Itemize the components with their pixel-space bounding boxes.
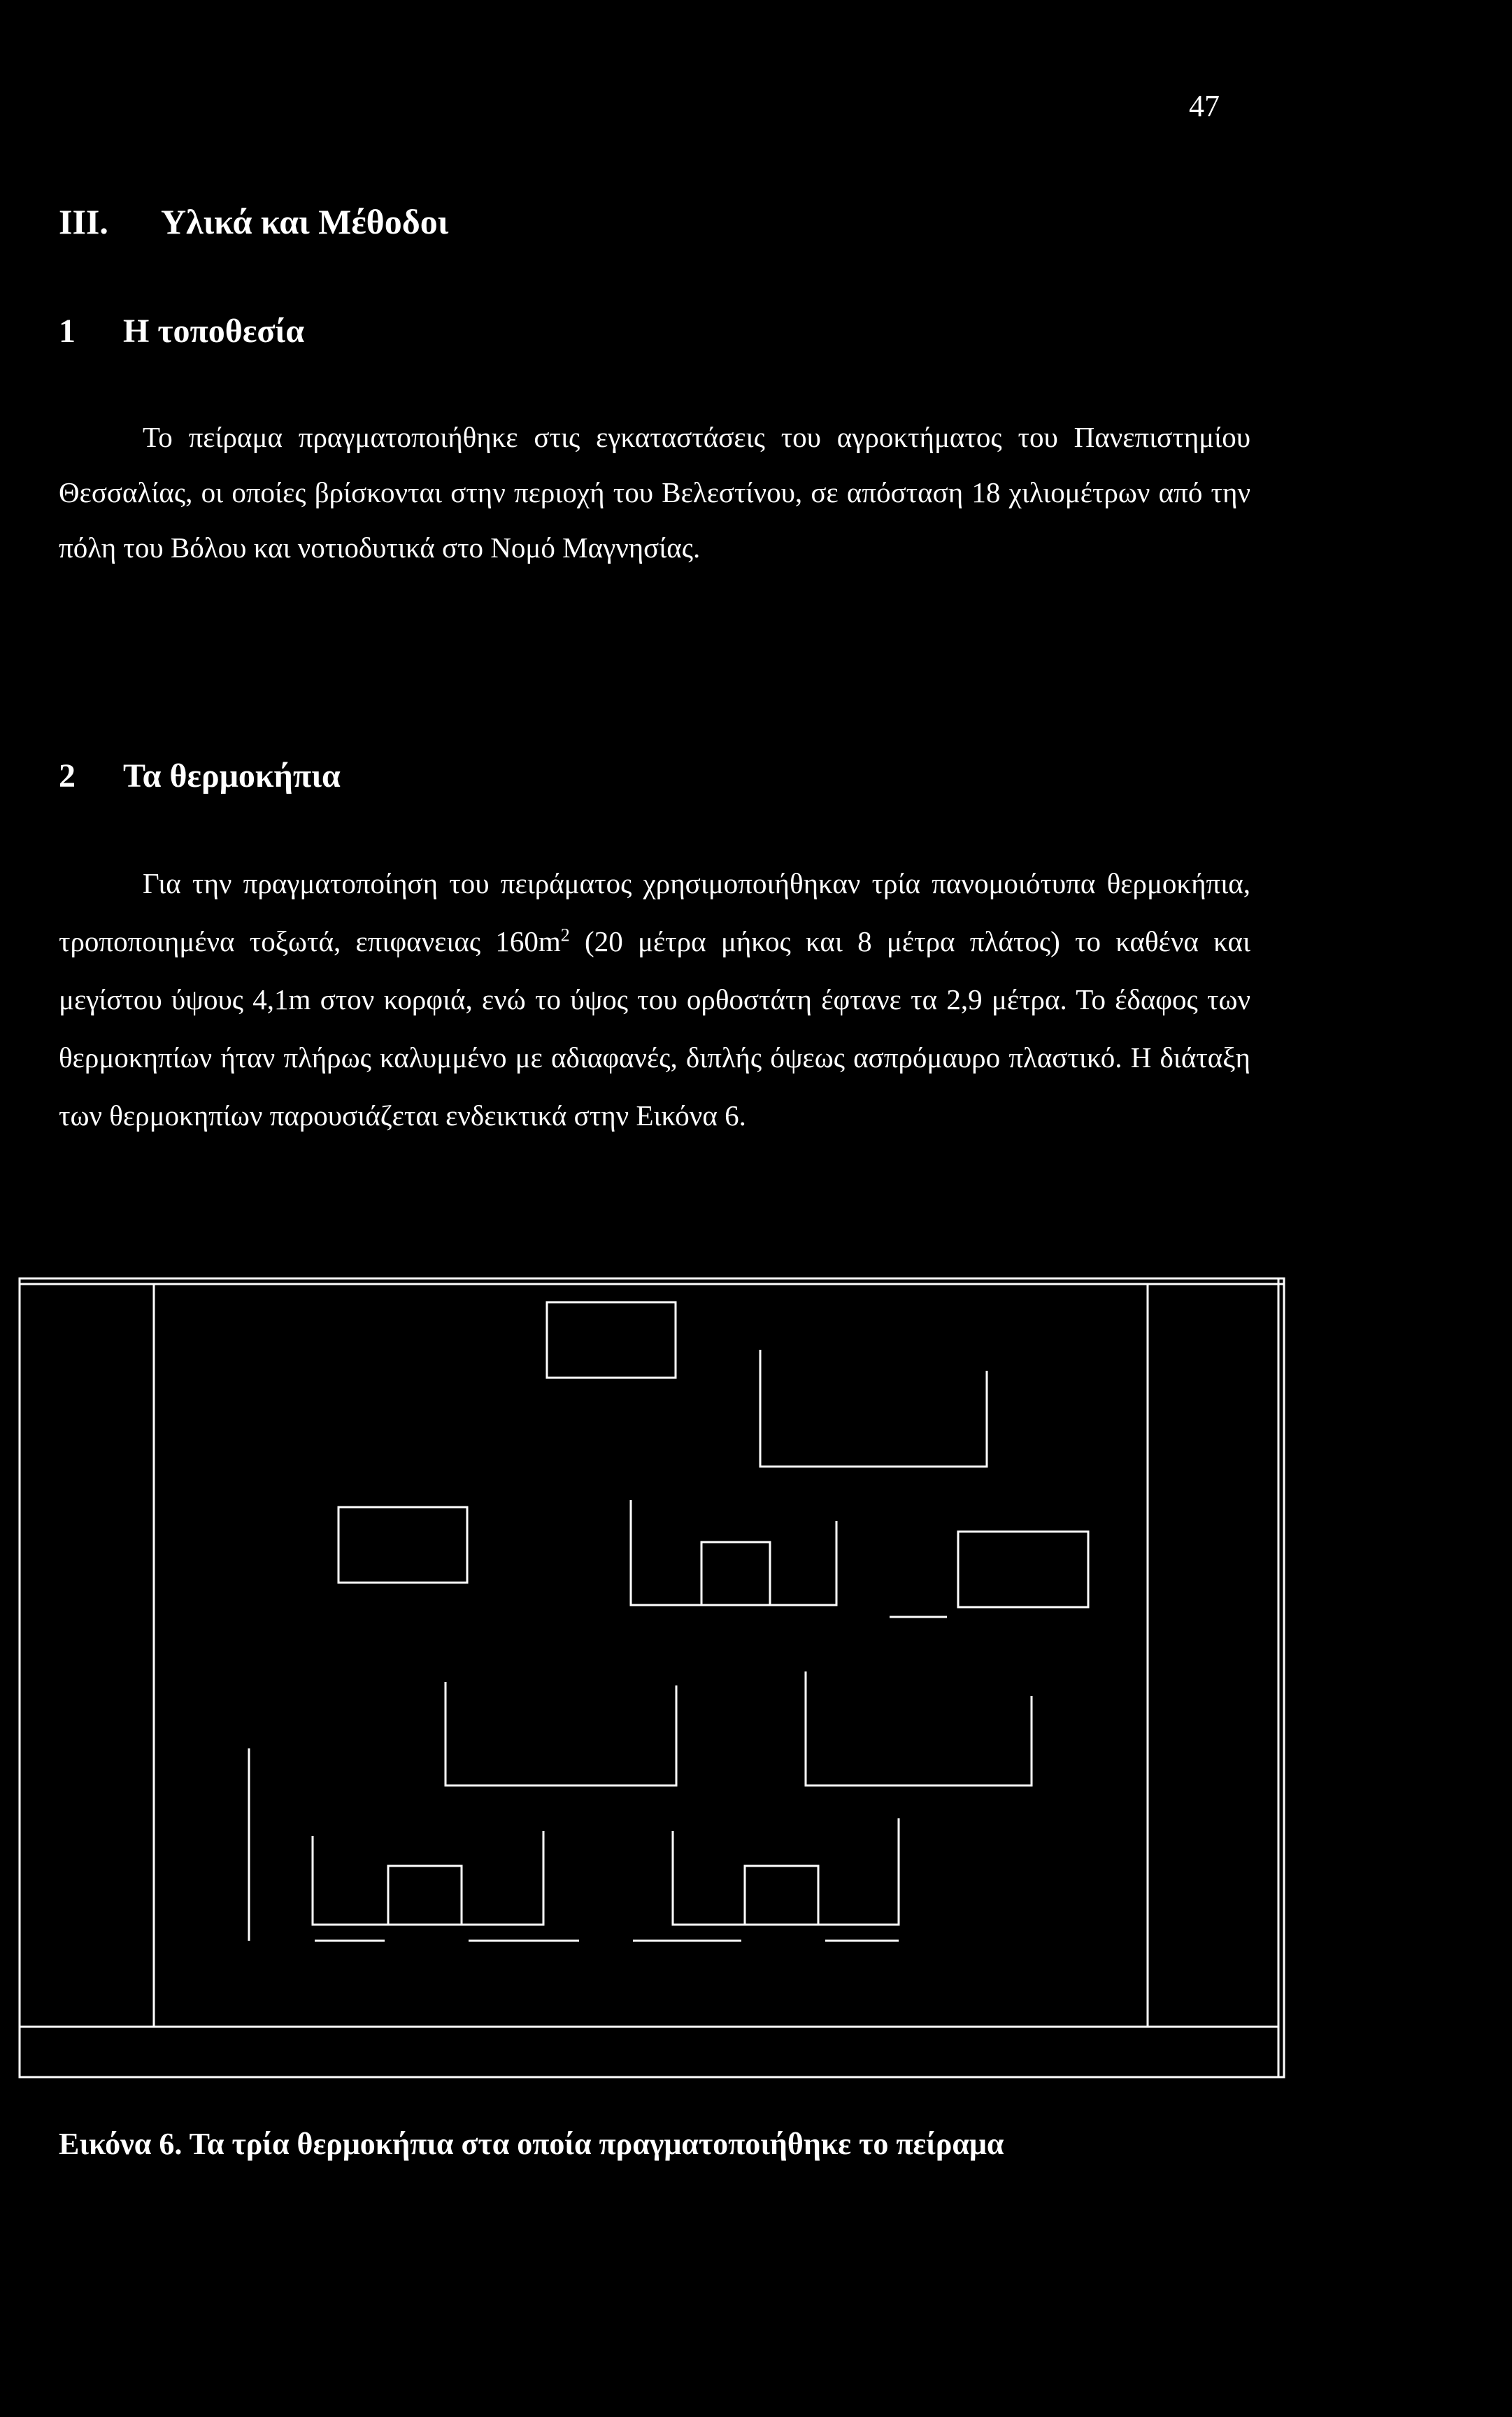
section-title xyxy=(59,201,448,242)
greenhouse-outline-1 xyxy=(760,1350,987,1467)
subsection-title: Τα θερμοκήπια xyxy=(123,757,341,794)
greenhouse-layout-figure xyxy=(18,1277,1291,2081)
section-title-text: Υλικά και Μέθοδοι xyxy=(161,202,449,241)
greenhouse-outline-3 xyxy=(445,1682,676,1785)
greenhouse-outline-2 xyxy=(631,1500,836,1605)
building-left xyxy=(338,1507,467,1583)
greenhouse-outline-5 xyxy=(313,1831,543,1925)
subsection-heading-greenhouses xyxy=(59,757,341,795)
paragraph-text-part2: (20 μέτρα μήκος και 8 μέτρα πλάτος) το καθένα και μεγίστου ύψους 4,1m στον κορφιά, ενώ το ύψος του ορθοστάτη έφτανε τα 2,9 μέτρα. Το έδαφος των θερμοκηπίων ήταν πλήρως καλυμμένο με αδιαφανές, διπλής όψεως ασπρόμαυρο πλαστικό. Η διάταξη των θερμοκηπίων παρουσιάζεται ενδεικτικά στην Εικόνα 6. xyxy=(59,925,1250,1132)
figure-frame xyxy=(20,1278,1284,2077)
greenhouse-door-2 xyxy=(701,1542,770,1605)
subsection-heading-location xyxy=(59,312,304,350)
greenhouse-door-6 xyxy=(745,1866,818,1925)
section-number: III. xyxy=(59,202,108,241)
greenhouse-outline-4 xyxy=(806,1671,1032,1785)
paragraph-location: Το πείραμα πραγματοποιήθηκε στις εγκαταστάσεις του αγροκτήματος του Πανεπιστημίου Θεσσαλίας, οι οποίες βρίσκονται στην περιοχή του Βελεστίνου, σε απόσταση 18 χιλιομέτρων από την πόλη του Βόλου και νοτιοδυτικά στο Νομό Μαγνησίας. xyxy=(59,421,1250,564)
paragraph-greenhouses xyxy=(59,855,1250,1145)
subsection-number: 1 xyxy=(59,313,76,350)
figure-caption: Εικόνα 6. Τα τρία θερμοκήπια στα οποία πραγματοποιήθηκε το πείραμα xyxy=(59,2127,1004,2161)
superscript-2: 2 xyxy=(560,925,570,946)
greenhouse-outline-6 xyxy=(673,1818,899,1925)
building-right xyxy=(958,1532,1088,1607)
greenhouse-door-5 xyxy=(388,1866,462,1925)
subsection-number: 2 xyxy=(59,757,76,794)
paragraph-text-part1: Για την πραγματοποίηση του πειράματος χρησιμοποιήθηκαν τρία πανομοιότυπα θερμοκήπια, τροποποιημένα τοξωτά, επιφανειας 160m xyxy=(59,867,1250,957)
page-number: 47 xyxy=(1189,89,1220,123)
building-top xyxy=(547,1302,676,1378)
subsection-title: Η τοποθεσία xyxy=(123,313,305,350)
